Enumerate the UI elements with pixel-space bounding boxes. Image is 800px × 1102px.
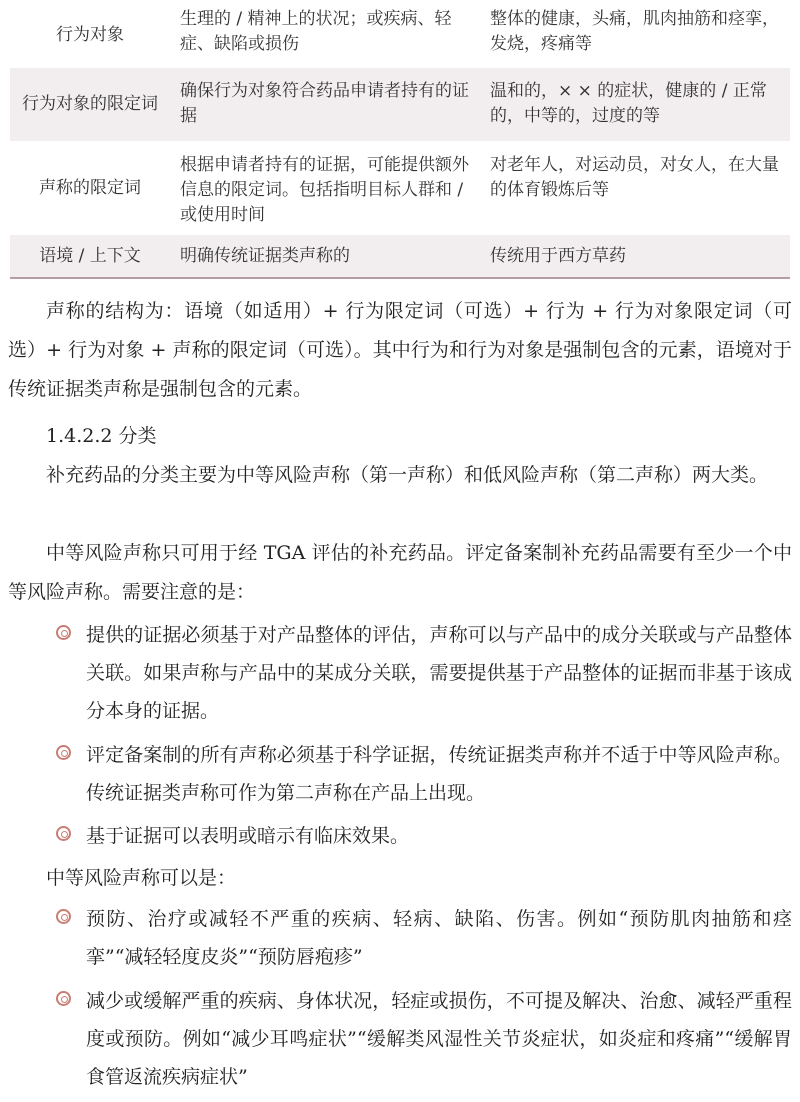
table-row	[10, 235, 790, 279]
section-heading: 1.4.2.2 分类	[46, 425, 157, 447]
list-item-text: 基于证据可以表明或暗示有临床效果。	[86, 825, 410, 847]
bullet-circle-icon	[56, 625, 71, 640]
table-cell: 对老年人，对运动员，对女人，在大量的体育锻炼后等	[490, 155, 779, 200]
bullet-circle-icon	[56, 991, 71, 1006]
table-cell: 行为对象	[56, 24, 124, 45]
medium-risk-can-be-paragraph: 中等风险声称可以是：	[46, 867, 237, 889]
table-cell: 温和的，× × 的症状，健康的 / 正常的，中等的，过度的等	[490, 81, 767, 126]
table-cell: 确保行为对象符合药品申请者持有的证据	[180, 81, 469, 126]
list-item	[56, 900, 792, 976]
list-item-text: 评定备案制的所有声称必须基于科学证据，传统证据类声称并不适于中等风险声称。传统证据类声称可作为第二声称在产品上出现。	[86, 744, 792, 804]
table-cell: 声称的限定词	[39, 177, 141, 198]
list-item-text: 预防、治疗或减轻不严重的疾病、轻病、缺陷、伤害。例如“预防肌肉抽筋和痉挛”“减轻轻度皮炎”“预防唇疱疹”	[86, 908, 792, 968]
list-item	[56, 982, 792, 1096]
list-item	[56, 616, 792, 730]
list-item	[56, 736, 792, 812]
claims-structure-table	[10, 0, 790, 279]
table-cell: 明确传统证据类声称的	[180, 246, 350, 266]
list-item	[56, 817, 792, 855]
bullet-circle-icon	[56, 909, 71, 924]
table-cell: 整体的健康，头痛，肌肉抽筋和痉挛，发烧，疼痛等	[490, 9, 779, 54]
bullet-circle-icon	[56, 745, 71, 760]
table-row	[10, 0, 790, 68]
classification-paragraph: 补充药品的分类主要为中等风险声称（第一声称）和低风险声称（第二声称）两大类。	[46, 464, 769, 486]
medium-risk-paragraph: 中等风险声称只可用于经 TGA 评估的补充药品。评定备案制补充药品需要有至少一个中等风险声称。需要注意的是：	[8, 542, 792, 603]
table-row	[10, 68, 790, 141]
table-cell: 生理的 / 精神上的状况；或疾病、轻症、缺陷或损伤	[180, 9, 452, 54]
table-row	[10, 141, 790, 235]
claim-structure-paragraph: 声称的结构为：语境（如适用）+ 行为限定词（可选）+ 行为 + 行为对象限定词（可选）+ 行为对象 + 声称的限定词（可选）。其中行为和行为对象是强制包含的元素，语境对于传统证据类声称是强制包含的元素。	[8, 300, 792, 400]
bullet-circle-icon	[56, 826, 71, 841]
list-item-text: 减少或缓解严重的疾病、身体状况，轻症或损伤，不可提及解决、治愈、减轻严重程度或预防。例如“减少耳鸣症状”“缓解类风湿性关节炎症状，如炎症和疼痛”“缓解胃食管返流疾病症状”	[86, 990, 792, 1088]
table-cell: 根据申请者持有的证据，可能提供额外信息的限定词。包括指明目标人群和 / 或使用时间	[180, 155, 469, 225]
table-cell: 传统用于西方草药	[490, 246, 626, 266]
list-item-text: 提供的证据必须基于对产品整体的评估，声称可以与产品中的成分关联或与产品整体关联。如果声称与产品中的某成分关联，需要提供基于产品整体的证据而非基于该成分本身的证据。	[86, 624, 792, 722]
table-cell: 行为对象的限定词	[22, 94, 158, 114]
table-cell: 语境 / 上下文	[39, 245, 141, 266]
